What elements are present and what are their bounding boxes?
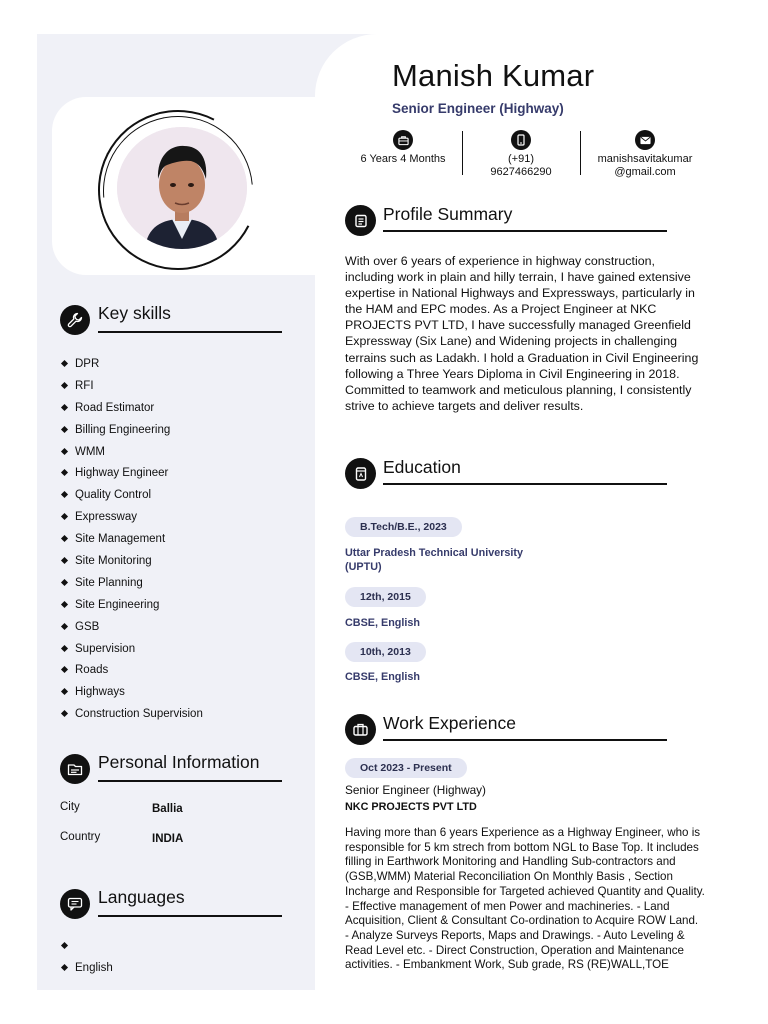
section-underline [98,780,282,782]
list-item: Site Planning [60,573,203,595]
work-period-pill: Oct 2023 - Present [345,758,467,778]
list-item: Billing Engineering [60,420,203,442]
list-item: WMM [60,442,203,464]
personal-information-heading [60,754,310,784]
education-institution [345,546,523,574]
languages-list [60,936,113,980]
city-label: City [60,801,80,813]
book-icon [345,458,376,489]
list-item: Site Engineering [60,595,203,617]
phone-number[interactable]: 9627466290 [490,166,552,178]
resume-page [37,34,731,990]
education-board: CBSE, English [345,617,420,629]
profile-photo [117,127,247,249]
list-item: GSB [60,617,203,639]
section-underline [383,739,667,741]
contact-phone [462,130,580,179]
country-value: INDIA [152,833,184,845]
list-item: Construction Supervision [60,704,203,726]
languages-heading [60,889,310,919]
job-company: NKC PROJECTS PVT LTD [345,801,477,813]
section-title: Personal Information [98,752,260,772]
section-title: Work Experience [383,713,516,733]
education-period-pill: 10th, 2013 [345,642,426,662]
contact-experience [347,130,459,166]
list-item: RFI [60,376,203,398]
list-item: English [60,958,113,980]
section-underline [383,483,667,485]
section-title: Languages [98,887,185,907]
section-underline [383,230,667,232]
job-description: Having more than 6 years Experience as a Highway Engineer, who is responsible for 5 km strech from bottom NGL to Base Top. It includes filling in Earthwork Monitoring and Handling Sub-contractors and (GSB,WMM) Material Reconciliation On Monthly Basis , Section Incharge and Responsible for Targeted achieved Quantity and Quality. - Effective management of men Power and machineries. - Land Acquisition, Client & Consultant Co-ordination to Acquire ROW Land. - Analyze Surveys Reports, Maps and Drawings. - Auto Leveling & Read Level etc. - Direct Construction, Operation and Maintenance activities. - Embankment Work, Sub grade, RS (RE)WALL,TOE [345,826,705,972]
key-skills-heading [60,305,290,335]
section-title: Key skills [98,303,171,323]
list-item: Expressway [60,507,203,529]
experience-duration: 6 Years 4 Months [360,153,446,165]
list-item [60,936,113,958]
list-item: Highway Engineer [60,463,203,485]
list-item: DPR [60,354,203,376]
briefcase-icon [393,130,413,150]
section-title: Education [383,457,461,477]
document-icon [345,205,376,236]
chat-icon [60,889,90,919]
profile-summary-text: With over 6 years of experience in highway construction, including work in plain and hilly terrain, I have gained extensive expertise in National Highways and Expressways, particularly in the HAM and EPC modes. As a Project Engineer at NKC PROJECTS PVT LTD, I have successfully managed Greenfield Expressway (Six Lane) and Widening projects in challenging terrains such as Ladakh. I hold a Graduation in Civil Engineering following a Three Years Diploma in Civil Engineering in 2018. Committed to teamwork and meticulous planning, I consistently strive to achieve targets and deliver results. [345,254,699,413]
phone-icon [511,130,531,150]
list-item: Site Monitoring [60,551,203,573]
email-user[interactable]: manishsavitakumar [597,153,693,165]
mail-icon [635,130,655,150]
contact-email [582,130,708,179]
candidate-name: Manish Kumar [392,58,595,93]
education-heading [345,458,675,488]
list-item: Highways [60,682,203,704]
profile-summary-heading [345,205,675,235]
institution-name: Uttar Pradesh Technical University [345,547,524,559]
list-item: Quality Control [60,485,203,507]
id-card-icon [60,754,90,784]
key-skills-list [60,354,203,726]
wrench-icon [60,305,90,335]
city-value: Ballia [152,803,183,815]
candidate-role: Senior Engineer (Highway) [392,101,564,116]
section-title: Profile Summary [383,204,513,224]
country-label: Country [60,831,101,843]
email-domain[interactable]: @gmail.com [614,166,676,178]
briefcase-icon [345,714,376,745]
education-period-pill: 12th, 2015 [345,587,426,607]
education-board: CBSE, English [345,671,420,683]
list-item: Site Management [60,529,203,551]
contact-divider [580,131,581,175]
list-item: Road Estimator [60,398,203,420]
education-period-pill: B.Tech/B.E., 2023 [345,517,462,537]
section-underline [98,915,282,917]
institution-abbr: (UPTU) [345,561,382,573]
section-underline [98,331,282,333]
list-item: Supervision [60,639,203,661]
work-experience-heading [345,714,675,744]
phone-code: (+91) [508,153,534,165]
job-title: Senior Engineer (Highway) [345,783,486,797]
list-item: Roads [60,660,203,682]
